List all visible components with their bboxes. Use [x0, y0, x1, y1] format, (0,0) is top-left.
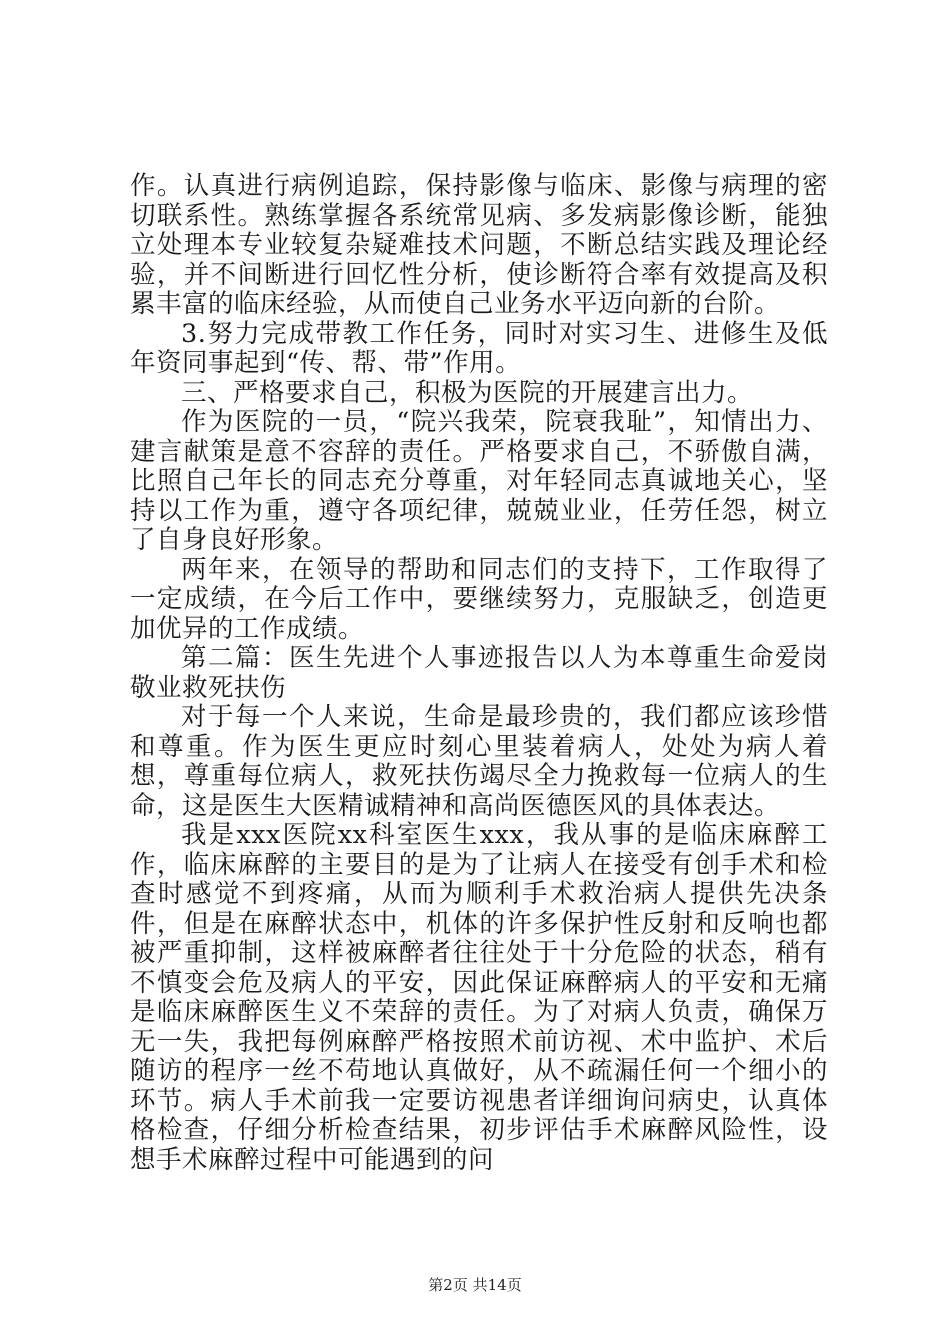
paragraph-4: 作为医院的一员，“院兴我荣，院衰我耻”，知情出力、建言献策是意不容辞的责任。严格要求自己，不骄傲自满，比照自己年长的同志充分尊重，对年轻同志真诚地关心，坚持以工作为重，遵守各项纪律，兢兢业业，任劳任怨，树立了自身良好形象。 [130, 407, 828, 555]
paragraph-7: 对于每一个人来说，生命是最珍贵的，我们都应该珍惜和尊重。作为医生更应时刻心里装着病人，处处为病人着想，尊重每位病人，救死扶伤竭尽全力挽救每一位病人的生命，这是医生大医精诚精神和高尚医德医风的具体表达。 [130, 702, 828, 821]
document-body [130, 172, 828, 1175]
page-number: 第2页 共14页 [428, 1276, 522, 1294]
paragraph-5: 两年来，在领导的帮助和同志们的支持下，工作取得了一定成绩，在今后工作中，要继续努力，克服缺乏，创造更加优异的工作成绩。 [130, 554, 828, 644]
section-heading-3: 三、严格要求自己，积极为医院的开展建言出力。 [181, 377, 754, 408]
chapter-heading-2: 第二篇：医生先进个人事迹报告以人为本尊重生命爱岗敬业救死扶伤 [130, 643, 828, 703]
paragraph-8: 我是xxx医院xx科室医生xxx，我从事的是临床麻醉工作，临床麻醉的主要目的是为了让病人在接受有创手术和检查时感觉不到疼痛，从而为顺利手术救治病人提供先决条件，但是在麻醉状态中，机体的许多保护性反射和反响也都被严重抑制，这样被麻醉者往往处于十分危险的状态，稍有不慎变会危及病人的平安，因此保证麻醉病人的平安和无痛是临床麻醉医生义不荣辞的责任。为了对病人负责，确保万无一失，我把每例麻醉严格按照术前访视、术中监护、术后随访的程序一丝不苟地认真做好，从不疏漏任何一个细小的环节。病人手术前我一定要访视患者详细询问病史，认真体格检查，仔细分析检查结果，初步评估手术麻醉风险性，设想手术麻醉过程中可能遇到的问 [130, 820, 828, 1175]
paragraph-1: 作。认真进行病例追踪，保持影像与临床、影像与病理的密切联系性。熟练掌握各系统常见病、多发病影像诊断，能独立处理本专业较复杂疑难技术问题，不断总结实践及理论经验，并不间断进行回忆性分析，使诊断符合率有效提高及积累丰富的临床经验，从而使自己业务水平迈向新的台阶。 [130, 171, 828, 319]
paragraph-2: 3.努力完成带教工作任务，同时对实习生、进修生及低年资同事起到“传、帮、带”作用。 [130, 318, 828, 378]
page-footer [0, 1275, 950, 1295]
